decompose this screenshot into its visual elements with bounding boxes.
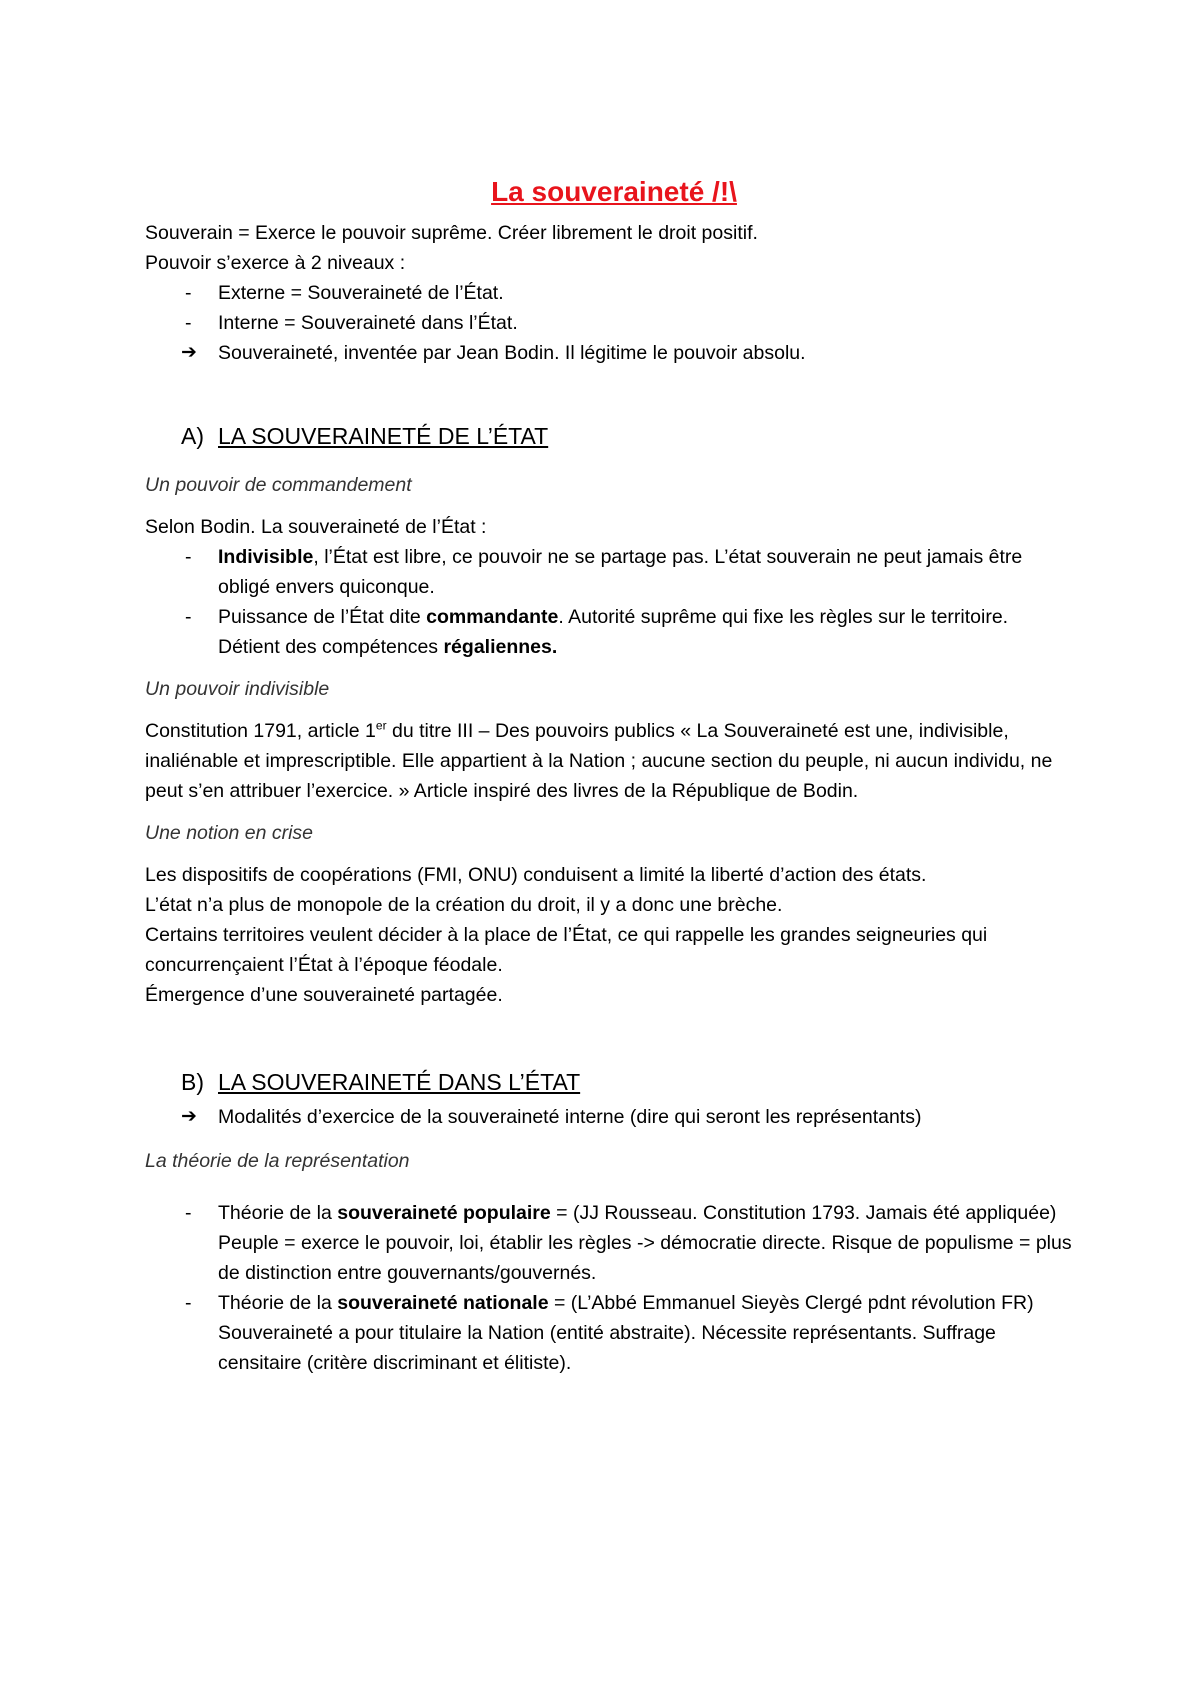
section-a-title: LA SOUVERAINETÉ DE L’ÉTAT <box>218 423 549 449</box>
commandement-list <box>145 542 1075 662</box>
subheading-representation: La théorie de la représentation <box>145 1150 410 1172</box>
list-item: - Théorie de la souveraineté nationale = (L’Abbé Emmanuel Sieyès Clergé pdnt révolution FR) Souveraineté a pour titulaire la Nation (entité abstraite). Nécessite représentants. Suffrage censitaire (critère discriminant et élitiste). <box>145 1288 1075 1378</box>
intro-arrow-line: ➔ Souveraineté, inventée par Jean Bodin. Il légitime le pouvoir absolu. <box>145 338 1075 368</box>
document-page <box>145 172 1075 1378</box>
subheading-commandement: Un pouvoir de commandement <box>145 474 412 496</box>
list-item: - Indivisible, l’État est libre, ce pouvoir ne se partage pas. L’état souverain ne peut jamais être obligé envers quiconque. <box>145 542 1075 602</box>
list-item: - Externe = Souveraineté de l’État. <box>145 278 1075 308</box>
dash-marker: - <box>185 282 192 304</box>
page-title: La souveraineté /!\ <box>491 176 737 207</box>
crise-line: Certains territoires veulent décider à la place de l’État, ce qui rappelle les grandes seigneuries qui concurrençaient l’État à l’époque féodale. <box>145 924 988 976</box>
intro-list <box>145 278 1075 338</box>
crise-line: Émergence d’une souveraineté partagée. <box>145 984 503 1006</box>
subheading-crise: Une notion en crise <box>145 822 314 844</box>
list-item: - Théorie de la souveraineté populaire = (JJ Rousseau. Constitution 1793. Jamais été appliquée) Peuple = exerce le pouvoir, loi, établir les règles -> démocratie directe. Risque de populisme = plus de distinction entre gouvernants/gouvernés. <box>145 1198 1075 1288</box>
list-item: - Interne = Souveraineté dans l’État. <box>145 308 1075 338</box>
constitution-paragraph: Constitution 1791, article 1er du titre III – Des pouvoirs publics « La Souveraineté est une, indivisible, inaliénable et imprescriptible. Elle appartient à la Nation ; aucune section du peuple, ni aucun individu, ne peut s’en attribuer l’exercice. » Article inspiré des livres de la République de Bodin. <box>145 718 1053 802</box>
dash-marker: - <box>185 1292 192 1314</box>
crise-line: L’état n’a plus de monopole de la création du droit, il y a donc une brèche. <box>145 894 783 916</box>
intro-line-2: Pouvoir s’exerce à 2 niveaux : <box>145 252 406 274</box>
dash-marker: - <box>185 1202 192 1224</box>
arrow-right-icon: ➔ <box>181 1106 197 1127</box>
section-b-heading <box>145 1066 1075 1098</box>
list-item: - Puissance de l’État dite commandante. Autorité suprême qui fixe les règles sur le territoire. Détient des compétences régaliennes. <box>145 602 1075 662</box>
section-a-heading <box>145 420 1075 452</box>
dash-marker: - <box>185 312 192 334</box>
representation-list <box>145 1198 1075 1378</box>
section-b-arrow-line: ➔ Modalités d’exercice de la souveraineté interne (dire qui seront les représentants) <box>145 1102 1075 1132</box>
section-b-title: LA SOUVERAINETÉ DANS L’ÉTAT <box>218 1069 581 1095</box>
dash-marker: - <box>185 546 192 568</box>
dash-marker: - <box>185 606 192 628</box>
crise-line: Les dispositifs de coopérations (FMI, ONU) conduisent a limité la liberté d’action des états. <box>145 864 927 886</box>
arrow-right-icon: ➔ <box>181 342 197 363</box>
subheading-indivisible: Un pouvoir indivisible <box>145 678 330 700</box>
section-b-number: B) <box>181 1069 204 1095</box>
section-a-number: A) <box>181 423 204 449</box>
commandement-lead: Selon Bodin. La souveraineté de l’État : <box>145 516 487 538</box>
intro-line-1: Souverain = Exerce le pouvoir suprême. Créer librement le droit positif. <box>145 222 758 244</box>
